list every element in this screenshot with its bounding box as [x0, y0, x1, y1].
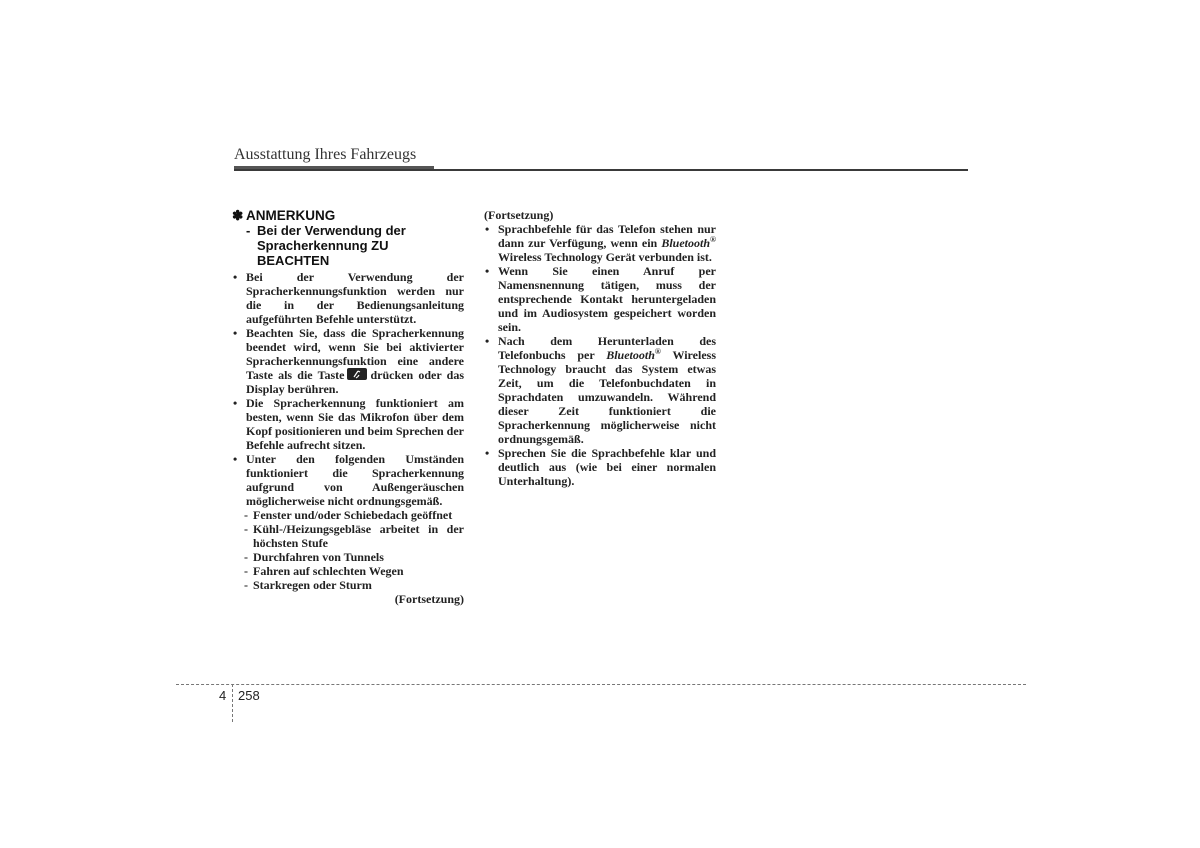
- sub-list-item: - Kühl-/Heizungsgebläse arbeitet in der höchsten Stufe: [244, 522, 464, 550]
- list-item: • Sprachbefehle für das Telefon stehen nur dann zur Verfügung, wenn ein Bluetooth® Wireless Technology Gerät verbunden ist.: [485, 222, 717, 264]
- right-column: [484, 208, 716, 488]
- voice-key-icon: [347, 368, 367, 380]
- page-number: 258: [238, 688, 260, 703]
- note-subtitle-text: Bei der Verwendung der Spracherkennung ZU BEACHTEN: [257, 223, 406, 268]
- footer-divider: [232, 684, 233, 722]
- list-item: • Nach dem Herunterladen des Telefonbuchs per Bluetooth® Wireless Technology braucht das System etwas Zeit, um die Telefonbuchdaten in Sprachdaten umzuwandeln. Während dieser Zeit funktioniert die Spracherkennung möglicherweise nicht ordnungsgemäß.: [485, 334, 716, 446]
- note-subtitle: - Bei der Verwendung der Spracherkennung ZU BEACHTEN: [246, 223, 464, 268]
- chapter-number: 4: [219, 688, 227, 703]
- note-title: ANMERKUNG: [246, 208, 336, 223]
- footer-rule: [176, 684, 1026, 685]
- note-star-icon: ✽: [232, 208, 244, 223]
- note-heading: [232, 208, 464, 223]
- list-item: • Die Spracherkennung funktioniert am besten, wenn Sie das Mikrofon über dem Kopf positionieren und beim Sprechen der Befehle aufrecht sitzen.: [233, 396, 464, 452]
- sub-list-item: - Durchfahren von Tunnels: [244, 550, 384, 564]
- list-item: • Unter den folgenden Umständen funktioniert die Spracherkennung aufgrund von Außengeräuschen möglicherweise nicht ordnungsgemäß.: [233, 452, 464, 508]
- sub-list-item: - Fenster und/oder Schiebedach geöffnet: [244, 508, 453, 522]
- list-item: • Bei der Verwendung der Spracherkennungsfunktion werden nur die in der Bedienungsanleitung aufgeführten Befehle unterstützt.: [233, 270, 464, 326]
- continued-label: (Fortsetzung): [394, 592, 464, 606]
- continued-label: (Fortsetzung): [484, 208, 554, 222]
- sub-list-item: - Fahren auf schlechten Wegen: [244, 564, 404, 578]
- sub-list-item: - Starkregen oder Sturm: [244, 578, 372, 592]
- list-item: • Sprechen Sie die Sprachbefehle klar und deutlich aus (wie bei einer normalen Unterhaltung).: [485, 446, 716, 488]
- left-column: [232, 208, 464, 606]
- header-rule: [234, 169, 968, 171]
- list-item: • Beachten Sie, dass die Spracherkennung beendet wird, wenn Sie bei aktivierter Spracherkennungsfunktion eine andere Taste als die Taste drücken oder das Display berühren.: [233, 326, 464, 396]
- list-item: • Wenn Sie einen Anruf per Namensnennung tätigen, muss der entsprechende Kontakt heruntergeladen und im Audiosystem gespeichert worden sein.: [485, 264, 716, 334]
- running-header-title: Ausstattung Ihres Fahrzeugs: [234, 146, 417, 163]
